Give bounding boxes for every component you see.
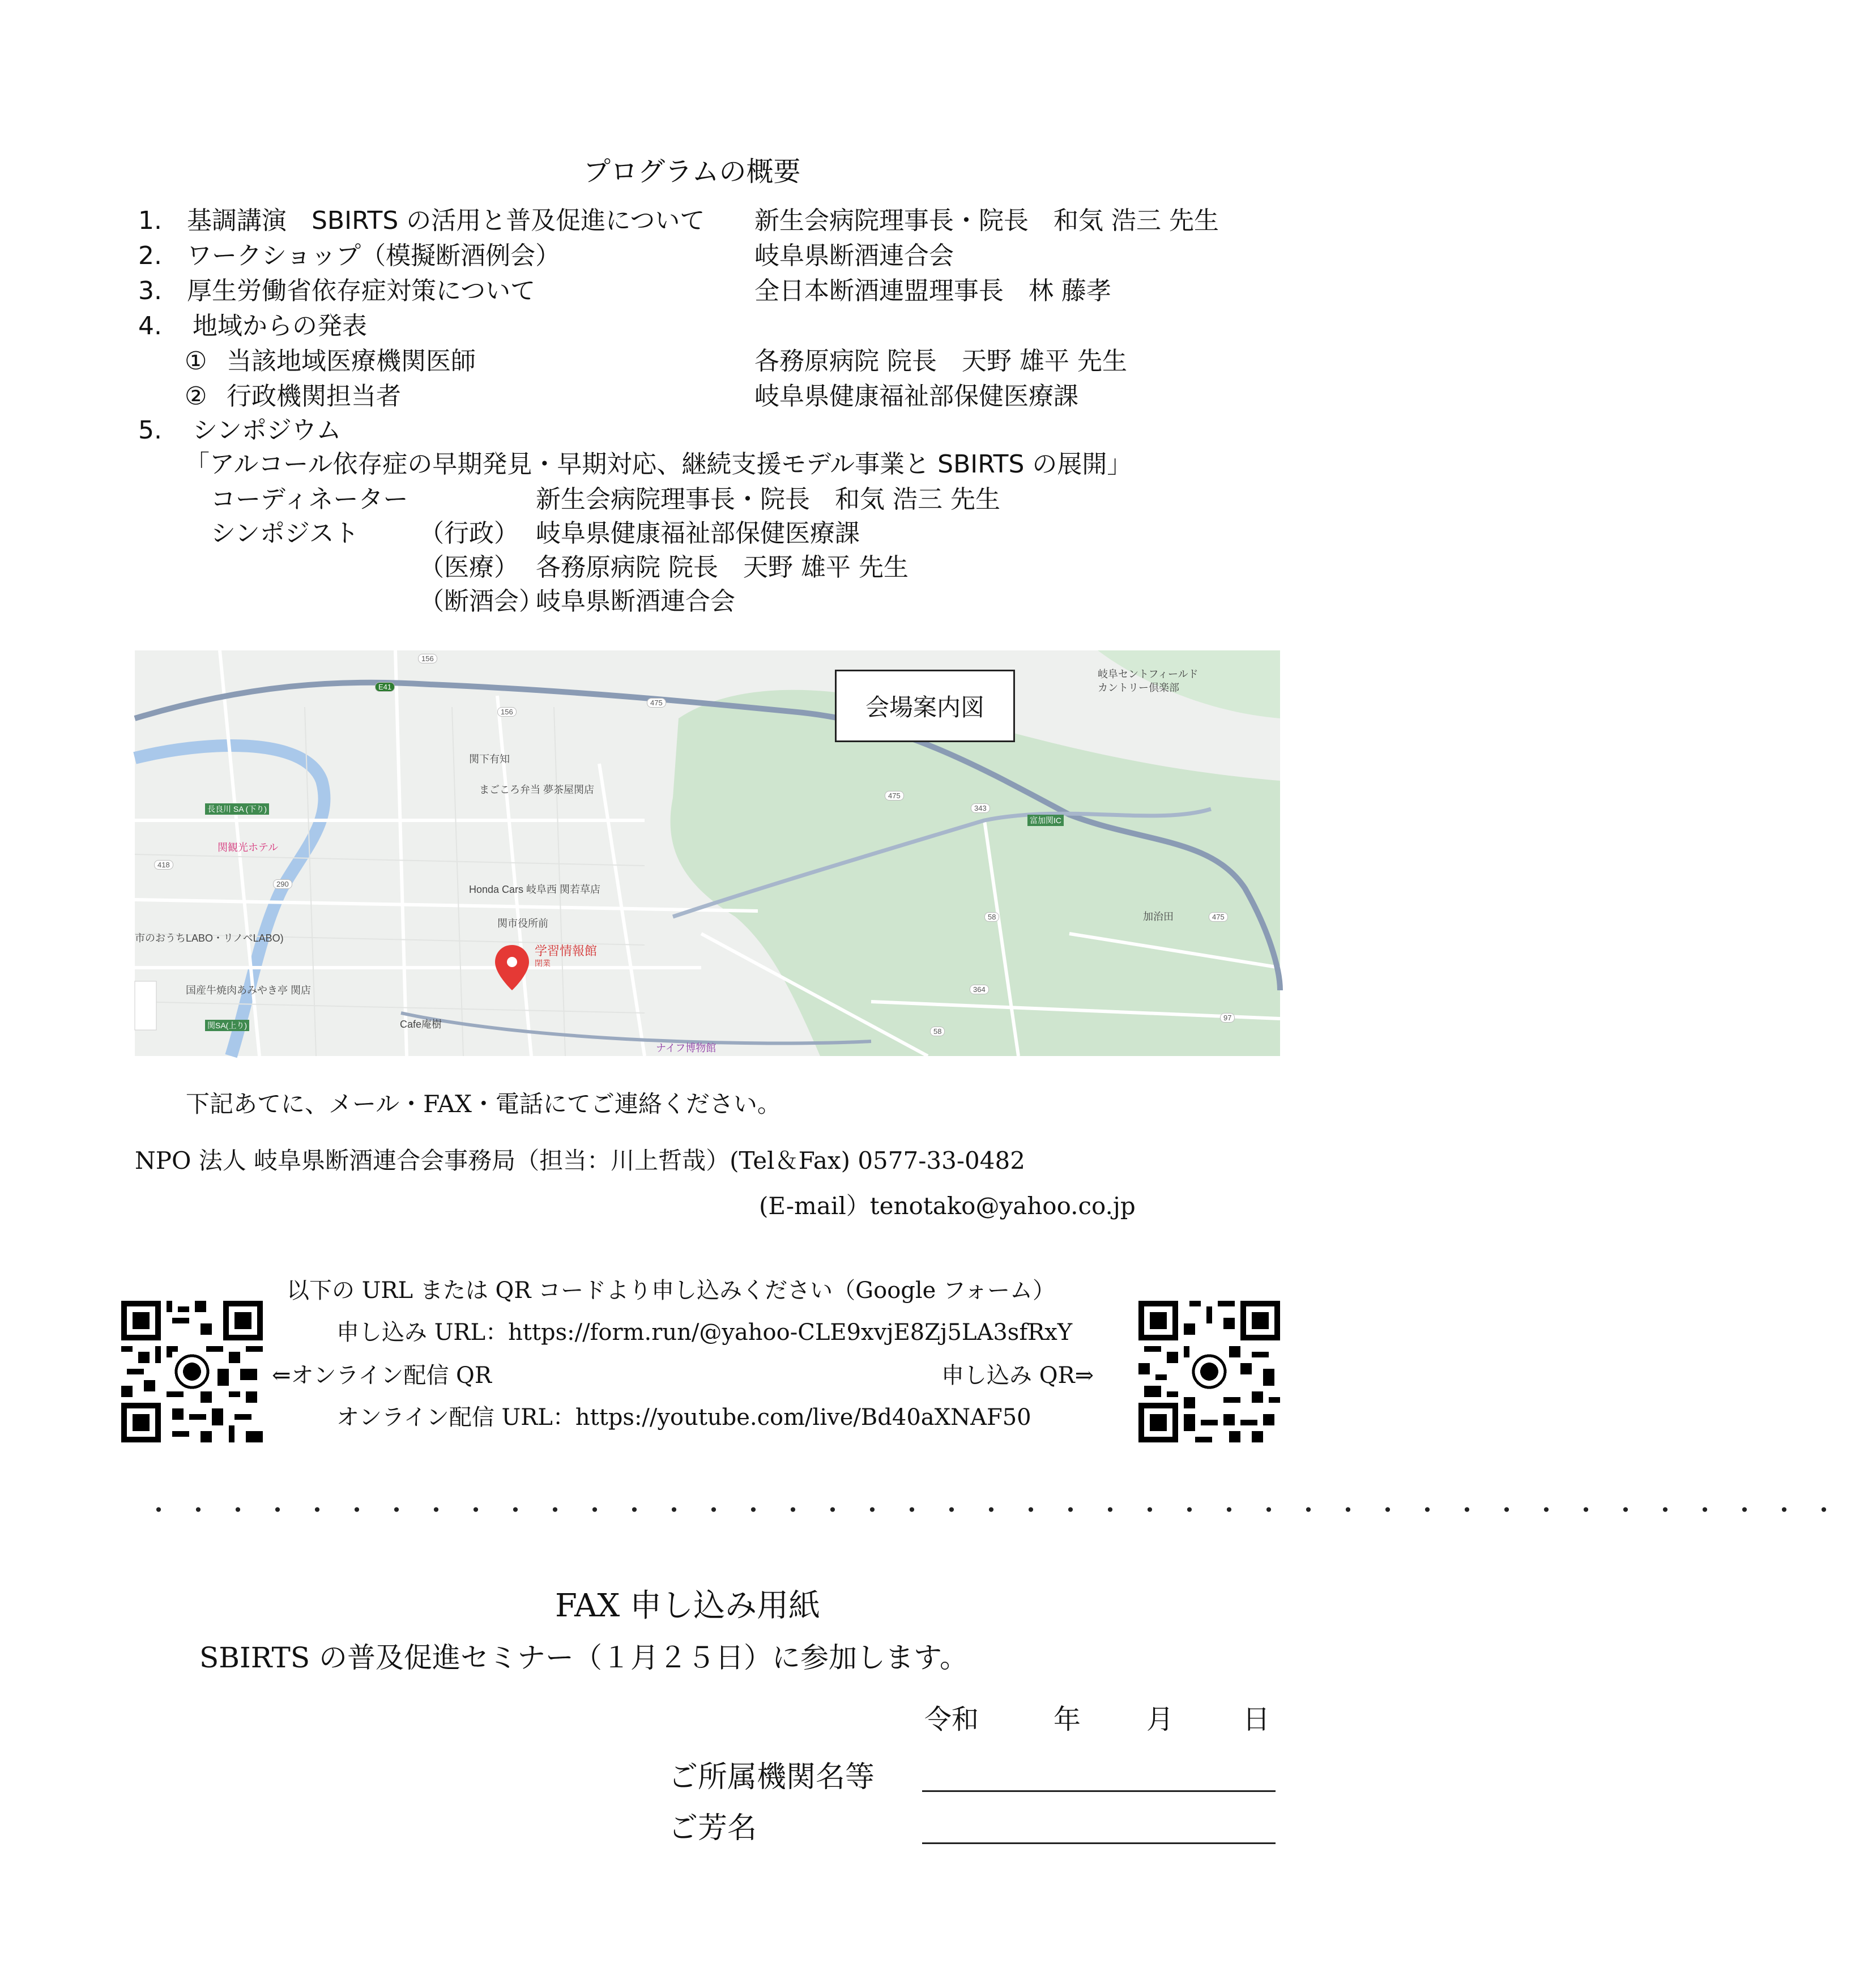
date-day-label: 日 <box>1243 1704 1270 1735</box>
program-item-1-speaker: 新生会病院理事長・院長 和気 浩三 先生 <box>754 206 1219 235</box>
apply-qr-code[interactable] <box>1138 1301 1280 1442</box>
route-badge: E41 <box>375 682 395 692</box>
program-item-3-speaker: 全日本断酒連盟理事長 林 藤孝 <box>754 276 1111 305</box>
contact-intro: 下記あてに、メール・FAX・電話にてご連絡ください。 <box>186 1090 781 1118</box>
stream-qr-code[interactable] <box>121 1301 263 1442</box>
map-label-seki-sa: 関SA(上り) <box>205 1020 249 1031</box>
contact-email[interactable]: (E-mail）tenotako@yahoo.co.jp <box>759 1192 1136 1220</box>
route-badge: 475 <box>885 791 904 801</box>
route-badge: 475 <box>1209 912 1228 922</box>
name-label: ご芳名 <box>668 1811 757 1845</box>
program-item-1-label: 基調講演 SBIRTS の活用と普及促進について <box>187 206 705 235</box>
map-label-seki-shimo-ariti: 関下有知 <box>469 754 510 765</box>
cut-line: ・・・・・・・・・・・・・・・・・・・・・・・・・・・・・・・・・・・・・・・・・・・ <box>146 1496 1851 1525</box>
map-label-knife-museum: ナイフ博物館 <box>656 1042 716 1054</box>
route-badge: 156 <box>418 654 437 663</box>
map-label-bento: まごころ弁当 夢茶屋関店 <box>479 784 594 795</box>
route-badge: 475 <box>647 698 666 708</box>
route-badge: 364 <box>970 985 989 994</box>
venue-map-title-box: 会場案内図 <box>835 670 1015 742</box>
symposium-num: 5. <box>138 416 162 445</box>
name-field-line[interactable] <box>922 1842 1276 1844</box>
program-item-2-speaker: 岐阜県断酒連合会 <box>754 241 954 270</box>
symposist-1-role: （行政） <box>419 519 519 548</box>
venue-map[interactable] <box>135 650 1280 1056</box>
program-item-3-num: 3. <box>138 276 162 305</box>
route-badge: 58 <box>930 1027 945 1036</box>
map-label-yakiniku: 国産牛焼肉あみやき亭 関店 <box>186 985 311 996</box>
route-badge: 58 <box>984 912 999 922</box>
program-sub-2-num: ② <box>185 382 207 411</box>
map-label-city-hall: 関市役所前 <box>497 918 548 929</box>
program-sub-1-label: 当該地域医療機関医師 <box>227 347 476 376</box>
route-badge: 290 <box>273 879 292 889</box>
symposist-3-name: 岐阜県断酒連合会 <box>536 587 735 616</box>
fax-form-statement: SBIRTS の普及促進セミナー（１月２５日）に参加します。 <box>199 1641 969 1674</box>
map-label-honda: Honda Cars 岐阜西 関若草店 <box>469 884 601 895</box>
route-badge: 418 <box>154 860 173 870</box>
symposist-2-name: 各務原病院 院長 天野 雄平 先生 <box>536 553 909 582</box>
org-label: ご所属機関名等 <box>668 1760 875 1794</box>
symposist-3-role: （断酒会） <box>419 587 544 616</box>
map-label-hotel: 関観光ホテル <box>217 842 279 853</box>
symposium-label: シンポジウム <box>193 416 342 445</box>
fax-form-title: FAX 申し込み用紙 <box>555 1587 821 1624</box>
map-label-cafe: Cafe庵樹 <box>400 1019 442 1030</box>
program-sub-1-num: ① <box>185 347 207 376</box>
contact-org: NPO 法人 岐阜県断酒連合会事務局（担当：川上哲哉）(Tel＆Fax) 0577-33-0482 <box>135 1147 1025 1174</box>
route-badge: 156 <box>497 707 517 717</box>
program-item-2-num: 2. <box>138 241 162 270</box>
map-label-labo: 市のおうちLABO・リノベLABO) <box>135 933 284 944</box>
route-badge: 97 <box>1220 1013 1235 1023</box>
program-item-1-num: 1. <box>138 206 162 235</box>
date-era: 令和 <box>924 1704 979 1735</box>
map-label-venue-status: 閉業 <box>535 959 551 968</box>
map-label-kajita: 加治田 <box>1143 911 1174 922</box>
map-label-golf-club: 岐阜セントフィールド カントリー倶楽部 <box>1098 669 1199 693</box>
program-title: プログラムの概要 <box>583 156 801 188</box>
online-instruction: 以下の URL または QR コードより申し込みください（Google フォーム） <box>287 1278 1056 1304</box>
symposist-label: シンポジスト <box>211 519 359 548</box>
apply-url[interactable]: 申し込み URL：https://form.run/@yahoo-CLE9xvjE8Zj5LA3sfRxY <box>336 1319 1073 1346</box>
program-sub-1-speaker: 各務原病院 院長 天野 雄平 先生 <box>754 347 1127 376</box>
apply-qr-label: 申し込み QR⇒ <box>941 1363 1094 1389</box>
program-item-4-label: 地域からの発表 <box>193 312 367 340</box>
date-year-label: 年 <box>1054 1704 1081 1735</box>
program-item-3-label: 厚生労働省依存症対策について <box>187 276 536 305</box>
date-month-label: 月 <box>1146 1704 1174 1735</box>
program-sub-2-speaker: 岐阜県健康福祉部保健医療課 <box>754 382 1078 411</box>
coordinator-label: コーディネーター <box>211 485 408 514</box>
program-item-2-label: ワークショップ（模擬断酒例会） <box>187 241 561 270</box>
map-label-tomioka-ic: 富加関IC <box>1027 815 1064 826</box>
program-item-4-num: 4. <box>138 312 162 340</box>
coordinator-name: 新生会病院理事長・院長 和気 浩三 先生 <box>536 485 1000 514</box>
symposist-2-role: （医療） <box>419 553 519 582</box>
map-label-venue[interactable]: 学習情報館 <box>535 944 598 958</box>
program-sub-2-label: 行政機関担当者 <box>227 382 401 411</box>
org-field-line[interactable] <box>922 1790 1276 1792</box>
map-label-nagaragawa-sa: 長良川 SA (下り) <box>205 803 269 815</box>
stream-qr-label: ⇐オンライン配信 QR <box>272 1363 492 1389</box>
route-badge: 343 <box>971 803 990 813</box>
stream-url[interactable]: オンライン配信 URL：https://youtube.com/live/Bd40aXNAF50 <box>336 1404 1031 1431</box>
symposist-1-name: 岐阜県健康福祉部保健医療課 <box>536 519 860 548</box>
symposium-theme: 「アルコール依存症の早期発見・早期対応、継続支援モデル事業と SBIRTS の展開」 <box>185 450 1132 479</box>
